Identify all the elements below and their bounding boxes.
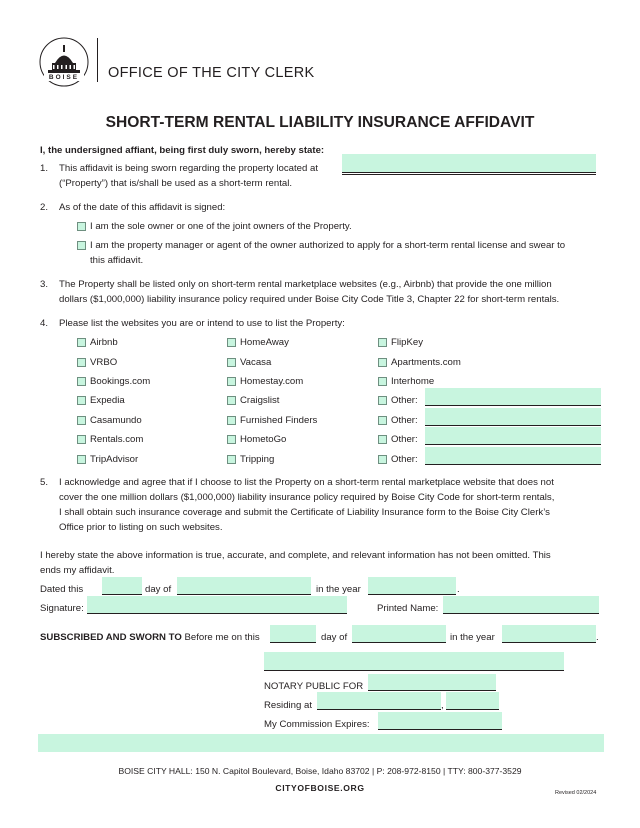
item-1-text-cont: (“Property”) that is/shall be used as a short-term rental.	[59, 178, 293, 189]
residing-at-label: Residing at	[264, 700, 312, 711]
attestation-text: I hereby state the above information is true, accurate, and complete, and relevant information has not been omitted. This	[40, 550, 551, 561]
website-checkbox-bookings[interactable]	[77, 377, 86, 386]
dated-period: .	[457, 584, 460, 595]
website-label-interhome: Interhome	[391, 376, 435, 387]
in-the-year-label: in the year	[316, 584, 361, 595]
residing-state-field[interactable]	[446, 692, 499, 710]
website-label-homeaway: HomeAway	[240, 337, 289, 348]
document-title: SHORT-TERM RENTAL LIABILITY INSURANCE AFFIDAVIT	[105, 114, 535, 131]
footer-website: CITYOFBOISE.ORG	[275, 783, 365, 793]
signature-field[interactable]	[87, 596, 347, 614]
property-manager-checkbox[interactable]	[77, 241, 86, 250]
website-checkbox-homestay[interactable]	[227, 377, 236, 386]
dated-year-field[interactable]	[368, 577, 456, 595]
other-website-field-3[interactable]	[425, 427, 601, 445]
subscribed-sworn-line	[40, 632, 260, 644]
header-divider	[97, 38, 98, 82]
website-checkbox-vacasa[interactable]	[227, 358, 236, 367]
website-checkbox-homeaway[interactable]	[227, 338, 236, 347]
item-2-number: 2.	[40, 202, 49, 213]
property-address-field[interactable]	[342, 165, 596, 175]
attestation-text-cont: ends my affidavit.	[40, 565, 115, 576]
residing-city-field[interactable]	[317, 692, 441, 710]
notary-signature-field[interactable]	[264, 652, 564, 671]
website-label-casamundo: Casamundo	[90, 415, 142, 426]
subscribed-sworn-heading: SUBSCRIBED AND SWORN TO	[40, 632, 182, 643]
city-seal-logo	[38, 36, 90, 88]
property-manager-label-cont: this affidavit.	[90, 255, 144, 266]
website-checkbox-craigslist[interactable]	[227, 396, 236, 405]
other-label-2: Other:	[391, 415, 418, 426]
notary-day-field[interactable]	[270, 625, 316, 643]
website-label-airbnb: Airbnb	[90, 337, 118, 348]
commission-expires-field[interactable]	[378, 712, 502, 730]
item-5-text-cont-2: I shall obtain such insurance coverage and submit the Certificate of Liability Insurance form to the Boise City Clerk’s	[59, 507, 550, 518]
website-checkbox-tripadvisor[interactable]	[77, 455, 86, 464]
website-checkbox-rentals[interactable]	[77, 435, 86, 444]
signature-label: Signature:	[40, 603, 84, 614]
footer-address: BOISE CITY HALL: 150 N. Capitol Boulevard, Boise, Idaho 83702 | P: 208-972-8150 | TTY: 800-377-3529	[118, 766, 522, 776]
sole-owner-checkbox[interactable]	[77, 222, 86, 231]
other-label-1: Other:	[391, 395, 418, 406]
other-label-3: Other:	[391, 434, 418, 445]
day-of-label: day of	[145, 584, 172, 595]
notary-in-the-year-label: in the year	[450, 632, 495, 643]
item-3-number: 3.	[40, 279, 49, 290]
website-label-tripadvisor: TripAdvisor	[90, 454, 139, 465]
before-me-label: Before me on this	[184, 632, 260, 643]
website-label-apartments: Apartments.com	[391, 357, 461, 368]
printed-name-field[interactable]	[443, 596, 599, 614]
website-checkbox-airbnb[interactable]	[77, 338, 86, 347]
other-website-field-2[interactable]	[425, 408, 601, 426]
website-checkbox-interhome[interactable]	[378, 377, 387, 386]
item-3-text: The Property shall be listed only on short-term rental marketplace websites (e.g., Airbnb) that provide the one million	[59, 279, 552, 290]
item-1-text: This affidavit is being sworn regarding the property located at	[59, 163, 318, 174]
website-checkbox-vrbo[interactable]	[77, 358, 86, 367]
website-checkbox-furnished-finders[interactable]	[227, 416, 236, 425]
printed-name-label: Printed Name:	[377, 603, 439, 614]
notary-seal-area[interactable]	[38, 734, 604, 752]
website-label-tripping: Tripping	[240, 454, 275, 465]
notary-period: .	[596, 632, 599, 643]
website-label-bookings: Bookings.com	[90, 376, 151, 387]
item-4-number: 4.	[40, 318, 49, 329]
website-label-flipkey: FlipKey	[391, 337, 423, 348]
residing-comma: ,	[441, 700, 444, 711]
website-label-craigslist: Craigslist	[240, 395, 280, 406]
website-checkbox-flipkey[interactable]	[378, 338, 387, 347]
revision-date: Revised 02/2024	[555, 790, 597, 796]
item-3-text-cont: dollars ($1,000,000) liability insurance policy required under Boise City Code Title 3, Chapter 22 for short-term rentals.	[59, 294, 560, 305]
notary-month-field[interactable]	[352, 625, 446, 643]
notary-year-field[interactable]	[502, 625, 596, 643]
website-label-rentals: Rentals.com	[90, 434, 144, 445]
website-label-furnished-finders: Furnished Finders	[240, 415, 318, 426]
website-checkbox-other-1[interactable]	[378, 396, 387, 405]
website-label-hometogo: HometoGo	[240, 434, 287, 445]
other-website-field-4[interactable]	[425, 447, 601, 465]
item-4-text: Please list the websites you are or intend to use to list the Property:	[59, 318, 345, 329]
sole-owner-label: I am the sole owner or one of the joint owners of the Property.	[90, 221, 352, 232]
dated-this-label: Dated this	[40, 584, 84, 595]
website-label-vacasa: Vacasa	[240, 357, 272, 368]
notary-day-of-label: day of	[321, 632, 348, 643]
website-label-homestay: Homestay.com	[240, 376, 304, 387]
commission-expires-label: My Commission Expires:	[264, 719, 370, 730]
item-1-number: 1.	[40, 163, 49, 174]
property-manager-label: I am the property manager or agent of the owner authorized to apply for a short-term rental license and swear to	[90, 240, 566, 251]
website-checkbox-casamundo[interactable]	[77, 416, 86, 425]
website-checkbox-hometogo[interactable]	[227, 435, 236, 444]
dated-day-field[interactable]	[102, 577, 142, 595]
other-website-field-1[interactable]	[425, 388, 601, 406]
office-title: OFFICE OF THE CITY CLERK	[108, 65, 315, 81]
intro-statement: I, the undersigned affiant, being first duly sworn, hereby state:	[40, 145, 325, 156]
website-checkbox-expedia[interactable]	[77, 396, 86, 405]
notary-public-for-label: NOTARY PUBLIC FOR	[264, 681, 364, 692]
website-checkbox-other-2[interactable]	[378, 416, 387, 425]
website-label-expedia: Expedia	[90, 395, 125, 406]
notary-state-field[interactable]	[368, 674, 496, 691]
item-2-text: As of the date of this affidavit is signed:	[59, 202, 226, 213]
item-5-text-cont-1: cover the one million dollars ($1,000,000) liability insurance policy required by Boise City Code for short-term rentals,	[59, 492, 555, 503]
item-5-number: 5.	[40, 477, 49, 488]
dated-month-field[interactable]	[177, 577, 311, 595]
website-checkbox-apartments[interactable]	[378, 358, 387, 367]
item-5-text-cont-3: Office prior to listing on such websites.	[59, 522, 223, 533]
other-label-4: Other:	[391, 454, 418, 465]
website-checkbox-other-4[interactable]	[378, 455, 387, 464]
website-checkbox-other-3[interactable]	[378, 435, 387, 444]
item-5-text: I acknowledge and agree that if I choose to list the Property on a short-term rental marketplace website that does not	[59, 477, 554, 488]
website-checkbox-tripping[interactable]	[227, 455, 236, 464]
website-label-vrbo: VRBO	[90, 357, 118, 368]
logo-wordmark: BOISE	[48, 74, 80, 81]
